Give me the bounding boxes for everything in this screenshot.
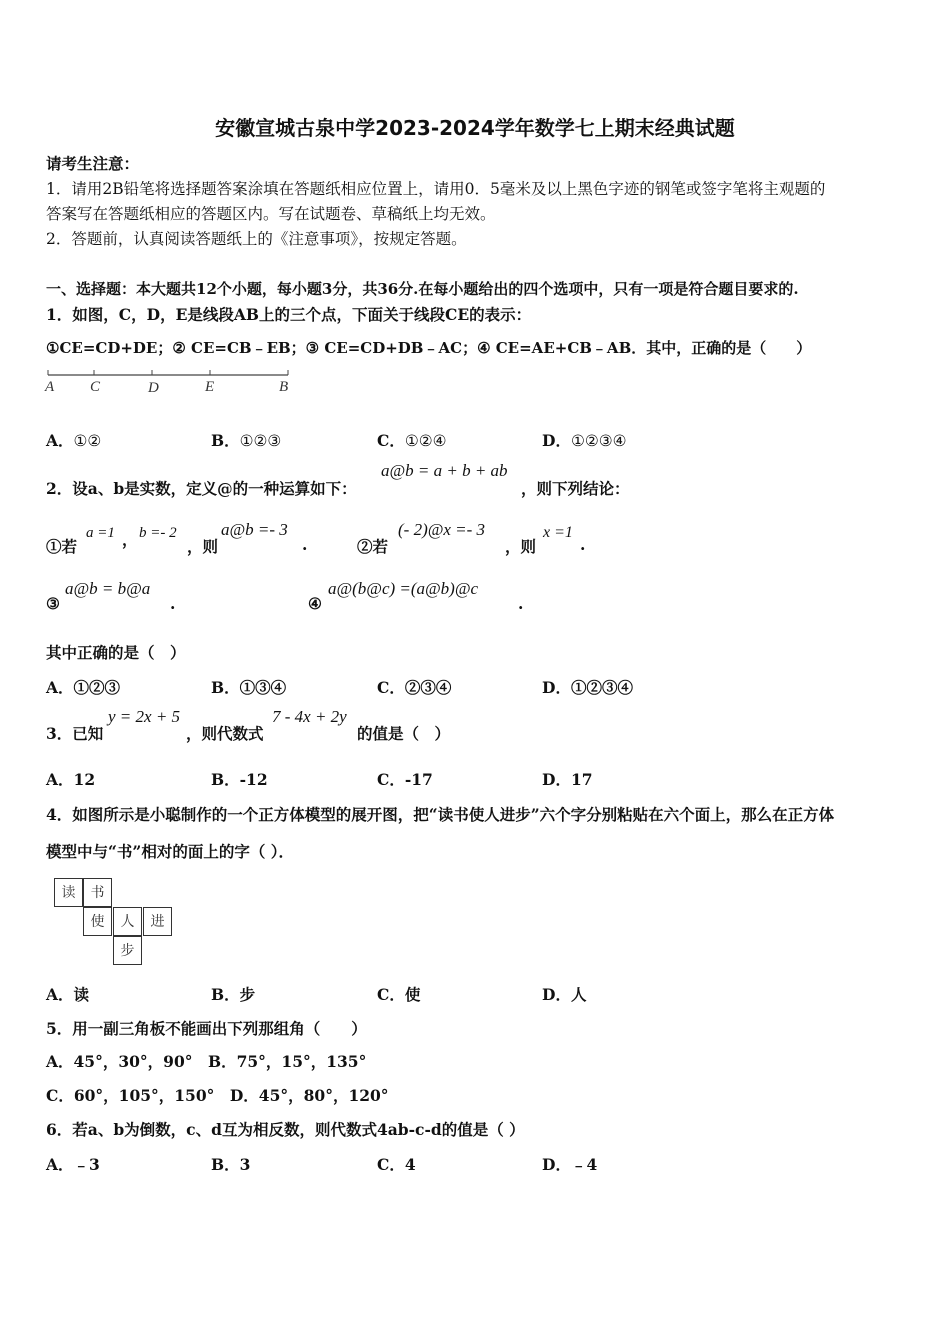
label-c: C xyxy=(90,379,101,395)
option-text: 12 xyxy=(73,770,96,789)
option-letter: A． xyxy=(46,1155,74,1174)
option-letter: A． xyxy=(46,431,74,450)
option-letter: B． xyxy=(211,678,240,697)
option-text: 读 xyxy=(73,985,90,1004)
q6-option-a xyxy=(46,1153,100,1175)
q3-option-b xyxy=(211,768,268,790)
q5-options-row-1: A．45°，30°，90° B．75°，15°，135° xyxy=(46,1052,367,1071)
option-text: 人 xyxy=(570,985,587,1004)
q1-option-d xyxy=(542,429,627,451)
q2-s4-prefix: ④ xyxy=(308,594,322,613)
option-letter: C． xyxy=(377,678,405,697)
option-text: 4 xyxy=(404,1155,416,1174)
section-heading: 一、选择题：本大题共12个小题，每小题3分，共36分.在每小题给出的四个选项中，只有一项是符合题目要求的. xyxy=(46,280,799,298)
option-letter: B． xyxy=(211,985,240,1004)
net-face-shu: 书 xyxy=(83,878,112,907)
q5-stem: 5．用一副三角板不能画出下列那组角（ ） xyxy=(46,1019,367,1038)
option-letter: B． xyxy=(211,1155,240,1174)
q2-s1-prefix: ①若 xyxy=(46,537,78,556)
option-letter: A． xyxy=(46,770,74,789)
label-d: D xyxy=(148,380,159,396)
q3-mid: ，则代数式 xyxy=(186,724,264,743)
option-text: ﹣4 xyxy=(570,1155,598,1174)
q4-stem-b: 模型中与“书”相对的面上的字（ ）． xyxy=(46,842,294,861)
q1-statements: ①CE=CD+DE；② CE=CB﹣EB；③ CE=CD+DB﹣AC；④ CE=AE+CB﹣AB．其中，正确的是（ ） xyxy=(46,339,812,357)
q2-s1-a: a =1 xyxy=(86,525,115,541)
option-text: 3 xyxy=(239,1155,251,1174)
option-text: ①③④ xyxy=(239,678,287,697)
option-text: ①②③ xyxy=(239,432,282,450)
option-letter: B． xyxy=(211,770,240,789)
notice-item-1a: 1．请用2B铅笔将选择题答案涂填在答题纸相应位置上，请用0．5毫米及以上黑色字迹的钢笔或签字笔将主观题的 xyxy=(46,180,826,198)
q6-stem: 6．若a、b为倒数，c、d互为相反数，则代数式4ab-c-d的值是（ ） xyxy=(46,1120,525,1139)
q3-given: y = 2x + 5 xyxy=(108,707,181,726)
q2-s1-b: b =- 2 xyxy=(139,525,177,541)
q2-s2-condition: (- 2)@x =- 3 xyxy=(398,520,486,539)
option-letter: D． xyxy=(542,985,571,1004)
option-letter: D． xyxy=(542,1155,571,1174)
q2-definition: a@b = a + b + ab xyxy=(381,461,508,480)
q3-option-c xyxy=(377,768,433,790)
net-face-du: 读 xyxy=(54,878,83,907)
q3-option-a xyxy=(46,768,95,790)
page-title: 安徽宣城古泉中学2023-2024学年数学七上期末经典试题 xyxy=(215,116,735,140)
option-text: 步 xyxy=(239,985,256,1004)
option-text: 17 xyxy=(570,770,593,789)
notice-heading: 请考生注意： xyxy=(46,154,140,173)
q2-ask: 其中正确的是（ ） xyxy=(46,643,186,662)
q2-s3-end: . xyxy=(170,594,176,613)
q2-stem-a: 2．设a、b是实数，定义@的一种运算如下： xyxy=(46,479,357,498)
label-e: E xyxy=(205,379,215,395)
q2-s4: a@(b@c) =(a@b)@c xyxy=(328,579,479,598)
option-text: ②③④ xyxy=(404,678,452,697)
q2-s1-end: . xyxy=(302,535,308,554)
q2-option-d xyxy=(542,676,633,698)
q1-stem: 1．如图，C，D，E是线段AB上的三个点，下面关于线段CE的表示： xyxy=(46,305,532,324)
q2-s1-then: ，则 xyxy=(187,537,219,556)
q2-s4-end: . xyxy=(518,594,524,613)
notice-item-2: 2．答题前，认真阅读答题纸上的《注意事项》，按规定答题。 xyxy=(46,230,467,248)
option-letter: C． xyxy=(377,770,405,789)
q2-stem-b: ，则下列结论： xyxy=(521,479,630,498)
q3-post: 的值是（ ） xyxy=(357,724,451,743)
option-text: ①②③④ xyxy=(570,678,633,697)
option-text: 使 xyxy=(404,985,421,1004)
option-text: ①②④ xyxy=(404,432,447,450)
q6-option-c xyxy=(377,1153,416,1175)
option-letter: C． xyxy=(377,985,405,1004)
q2-s2-result: x =1 xyxy=(543,524,573,541)
q4-option-d xyxy=(542,983,586,1005)
q1-option-c xyxy=(377,429,447,451)
option-text: -12 xyxy=(239,770,268,789)
label-a: A xyxy=(45,379,55,395)
q2-option-a xyxy=(46,676,120,698)
net-face-ren: 人 xyxy=(113,907,142,936)
option-text: ①②③ xyxy=(73,678,121,697)
option-letter: D． xyxy=(542,770,571,789)
option-text: ①②③④ xyxy=(570,432,627,450)
option-letter: D． xyxy=(542,678,571,697)
label-b: B xyxy=(279,379,289,395)
q1-option-a xyxy=(46,429,101,451)
option-text: ﹣3 xyxy=(73,1155,100,1174)
q1-option-b xyxy=(211,429,281,451)
q2-option-c xyxy=(377,676,451,698)
q6-option-b xyxy=(211,1153,250,1175)
q6-option-d xyxy=(542,1153,597,1175)
option-letter: A． xyxy=(46,985,74,1004)
q3-prefix: 3．已知 xyxy=(46,724,104,743)
q2-s1-result: a@b =- 3 xyxy=(221,520,288,539)
option-letter: A． xyxy=(46,678,74,697)
q3-option-d xyxy=(542,768,593,790)
q4-stem-a: 4．如图所示是小聪制作的一个正方体模型的展开图，把“读书使人进步”六个字分别粘贴在六个面上，那么在正方体 xyxy=(46,805,835,824)
q4-option-a xyxy=(46,983,89,1005)
segment-figure xyxy=(44,364,294,398)
q2-s2-then: ，则 xyxy=(505,537,537,556)
net-face-shi: 使 xyxy=(83,907,112,936)
q5-options-row-2: C．60°，105°，150° D．45°，80°，120° xyxy=(46,1086,389,1105)
q2-s2-end: . xyxy=(580,535,586,554)
net-face-jin: 进 xyxy=(143,907,172,936)
option-text: ①② xyxy=(73,432,102,450)
q2-s3: a@b = b@a xyxy=(65,579,151,598)
q3-expression: 7 - 4x + 2y xyxy=(272,707,347,726)
q2-s1-sep: ， xyxy=(122,530,138,549)
q2-s3-prefix: ③ xyxy=(46,594,60,613)
option-letter: C． xyxy=(377,431,405,450)
notice-item-1b: 答案写在答题纸相应的答题区内。写在试题卷、草稿纸上均无效。 xyxy=(46,205,496,223)
q4-option-c xyxy=(377,983,420,1005)
q4-option-b xyxy=(211,983,255,1005)
option-letter: B． xyxy=(211,431,240,450)
net-face-bu: 步 xyxy=(113,936,142,965)
option-letter: D． xyxy=(542,431,571,450)
option-letter: C． xyxy=(377,1155,405,1174)
q2-option-b xyxy=(211,676,286,698)
q2-s2-prefix: ②若 xyxy=(357,537,389,556)
option-text: -17 xyxy=(404,770,433,789)
